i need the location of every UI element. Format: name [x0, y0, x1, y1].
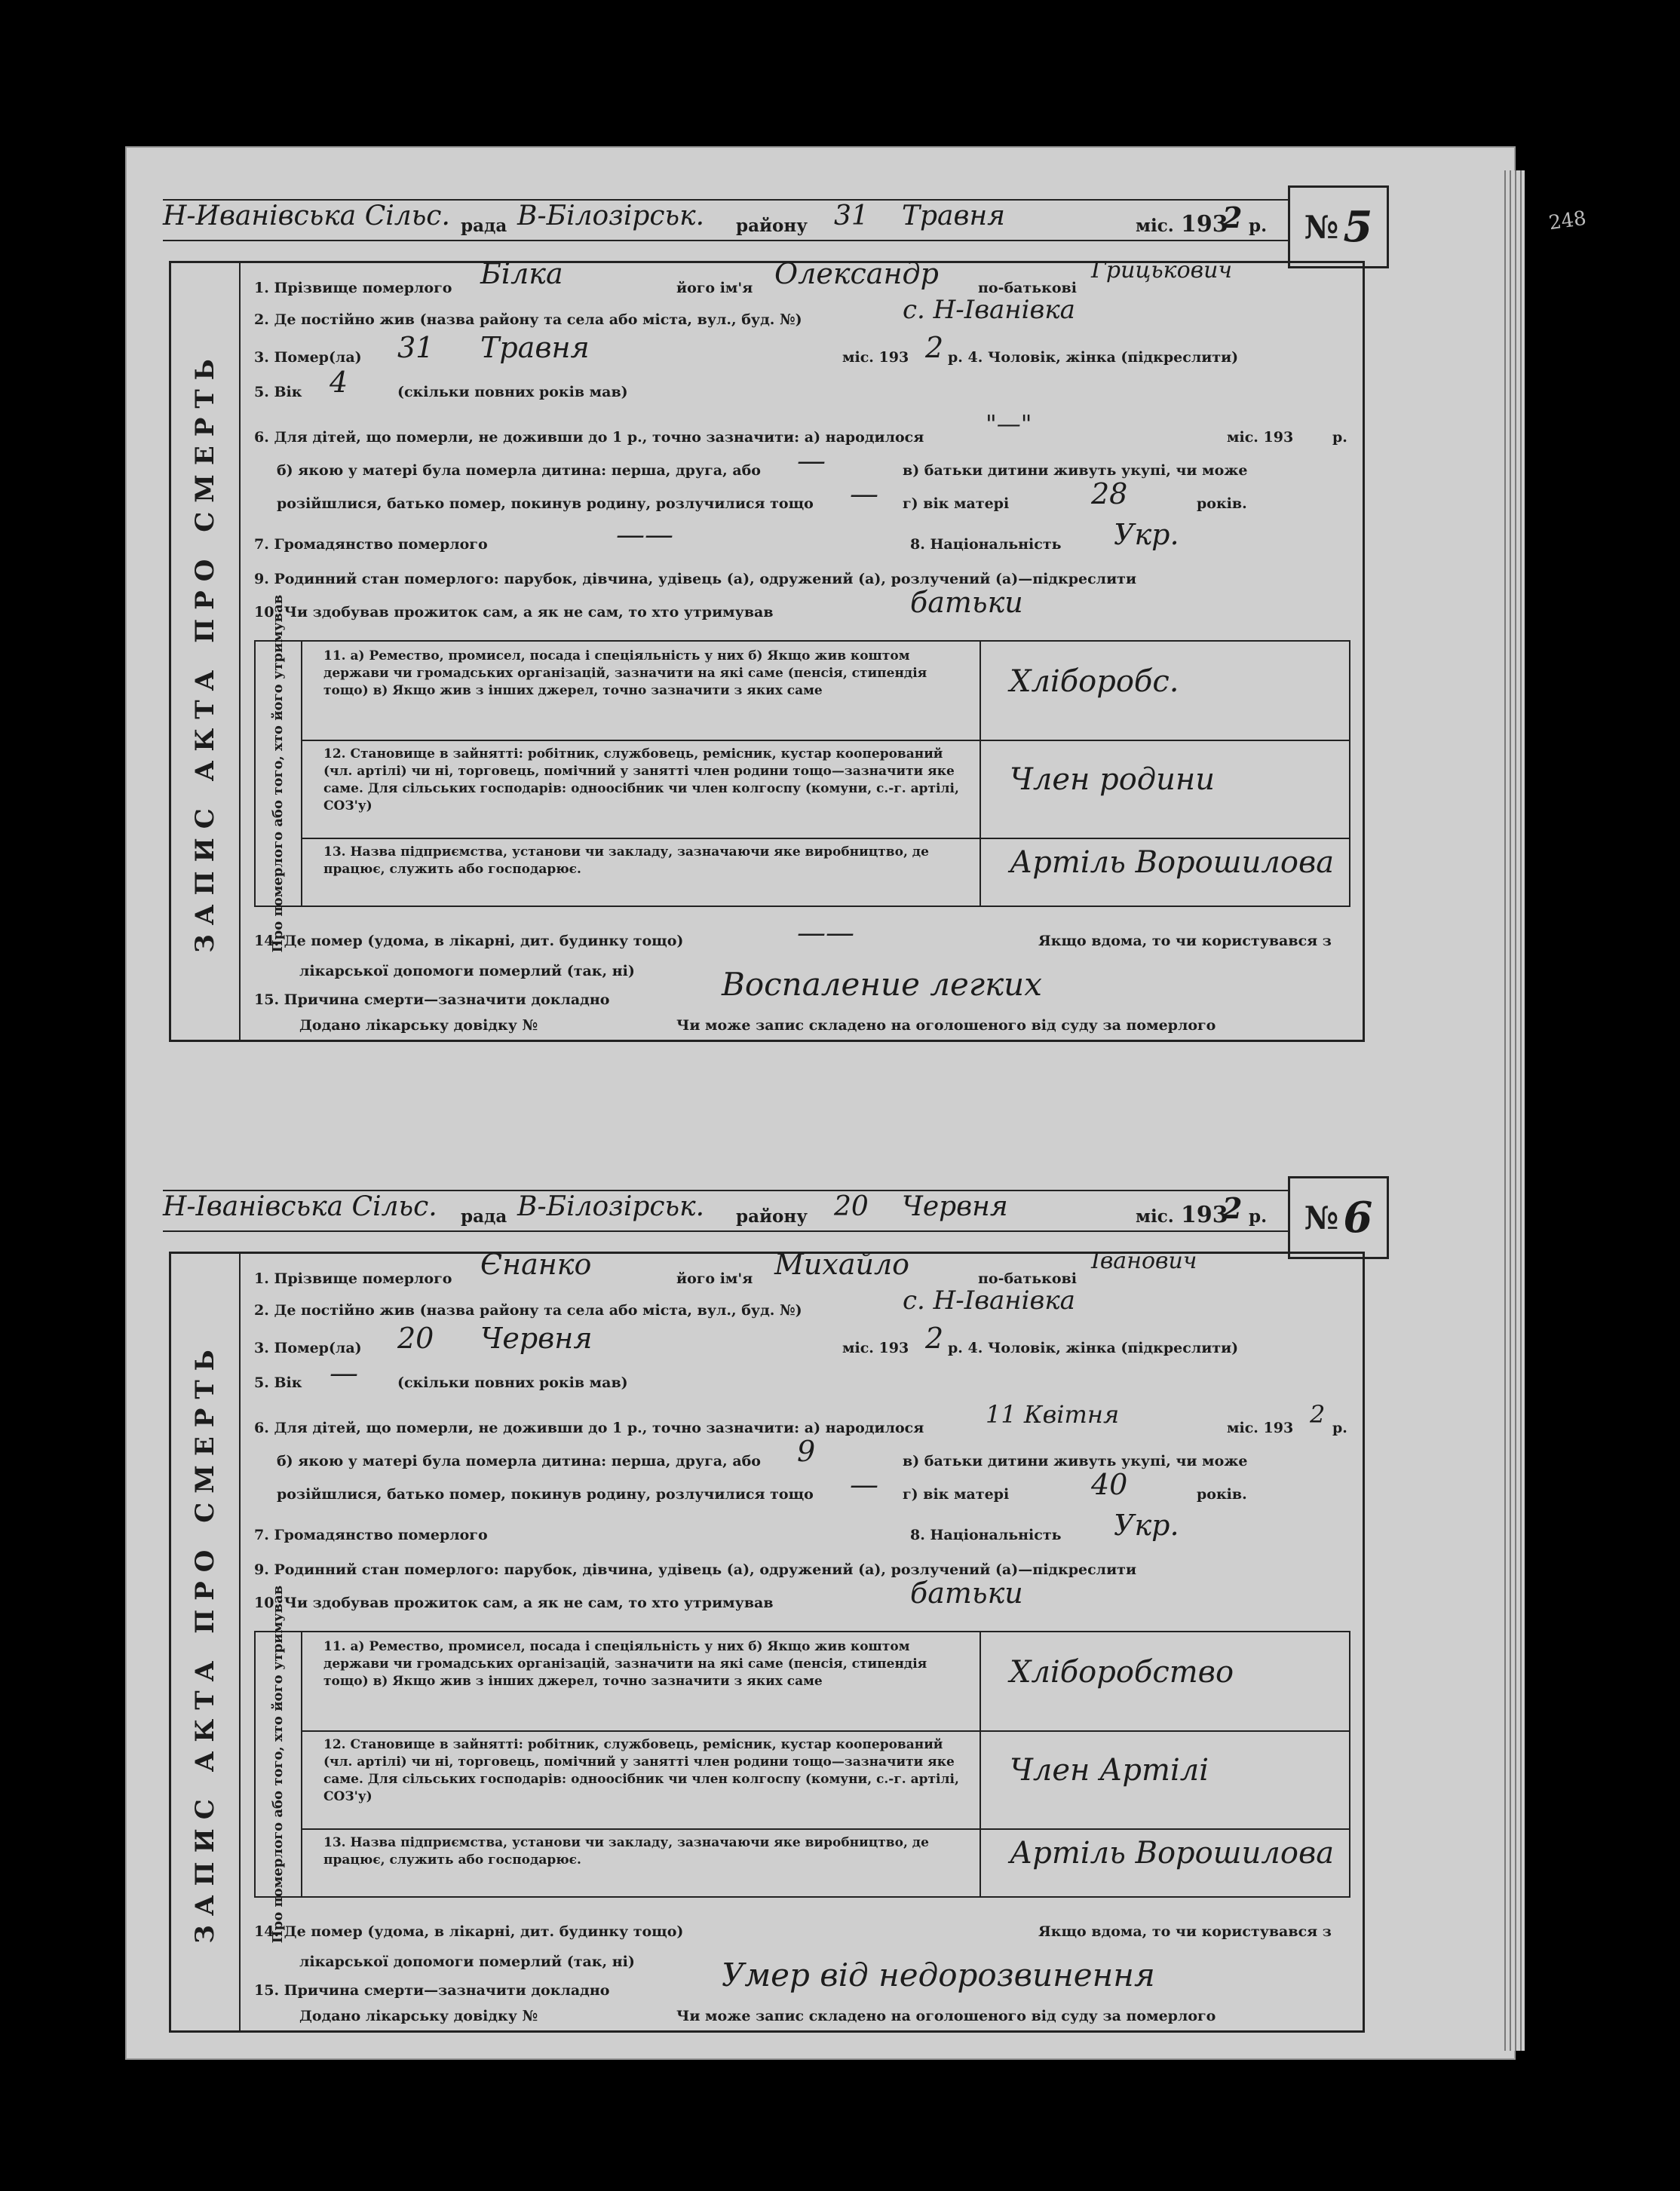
name-value: Михайло — [774, 1248, 910, 1281]
field-6-years-label: років. — [1197, 1486, 1247, 1503]
field-1-patronymic-label: по-батькові — [978, 280, 1077, 296]
court-label: Чи може запис складено на оголошеного від суду за померлого — [676, 1017, 1216, 1034]
field-6b-label: б) якою у матері була померла дитина: перша, друга, або — [277, 462, 761, 479]
surname-value: Єнанко — [480, 1248, 592, 1281]
field-8-label: 8. Національність — [910, 536, 1062, 553]
divider — [979, 642, 981, 740]
record-month: Червня — [902, 1191, 1008, 1222]
death-record-card — [127, 148, 1514, 1053]
occupation-side — [256, 1585, 302, 1944]
birth-order-value: — — [797, 444, 826, 477]
birth-order-value: 9 — [797, 1435, 816, 1468]
workplace-value: Артіль Ворошилова — [1010, 1836, 1335, 1871]
record-month: Травня — [902, 201, 1006, 231]
village-council: Н-Иванівська Сільс. — [163, 201, 450, 231]
death-year-suffix: 2 — [925, 1322, 944, 1355]
record-day: 31 — [834, 201, 869, 231]
archive-page-number: 248 — [1547, 207, 1588, 235]
label-rada: рада — [461, 216, 507, 236]
field-13-label: 13. Назва підприємства, установи чи закладу, зазначаючи яке виробництво, де працює, служить або господарює. — [323, 844, 929, 877]
cause-value: Умер від недорозвинення — [722, 1957, 1155, 1993]
death-day-value: 31 — [397, 331, 434, 364]
occupation-side-label: Про померлого або того, хто його утримував — [270, 1585, 286, 1944]
label-raion: району — [736, 1206, 808, 1227]
occupation-side-label: Про померлого або того, хто його утримував — [270, 594, 286, 953]
field-11-row — [301, 642, 1349, 741]
label-raion: району — [736, 216, 808, 236]
status-value: Член родини — [1010, 762, 1216, 797]
field-10-label: 10. Чи здобував прожиток сам, а як не сам, то хто утримував — [254, 1595, 774, 1611]
label-num: № — [1304, 1199, 1339, 1236]
divider — [979, 838, 981, 906]
field-12-label: 12. Становище в зайнятті: робітник, службовець, ремісник, кустар кооперований (чл. артілі) чи ні, торговець, помічний у занятті член родини тощо—зазначити яке саме. Для сільських господарів: одноосібник чи член колгоспу (комуни, с.-г. артілі, СОЗ'у) — [323, 1737, 959, 1804]
occupation-value: Хліборобство — [1010, 1655, 1234, 1690]
record-day: 20 — [834, 1191, 869, 1222]
field-12-row — [301, 1730, 1349, 1830]
raion-name: В-Білозірськ. — [517, 201, 705, 231]
field-4-label: р. 4. Чоловік, жінка (підкреслити) — [948, 1340, 1239, 1356]
field-2-label: 2. Де постійно жив (назва району та села або міста, вул., буд. №) — [254, 311, 802, 328]
record-number-box — [1288, 1176, 1389, 1259]
field-2-label: 2. Де постійно жив (назва району та села або міста, вул., буд. №) — [254, 1302, 802, 1319]
residence-value: с. Н-Іванівка — [903, 1285, 1075, 1316]
field-15-label: 15. Причина смерти—зазначити докладно — [254, 1982, 610, 1999]
field-14-help-label: лікарської допомоги померлий (так, ні) — [299, 1954, 635, 1970]
field-5-label: 5. Вік — [254, 384, 302, 400]
field-6v-label: в) батьки дитини живуть укупі, чи може — [903, 462, 1248, 479]
record-year-suffix: 2 — [1222, 1191, 1243, 1225]
field-6-parents-label: розійшлися, батько помер, покинув родину, розлучилися тощо — [277, 1486, 814, 1503]
record-year-suffix: 2 — [1222, 201, 1243, 234]
field-6-year-r: р. — [1332, 1420, 1347, 1436]
mother-age-value: 40 — [1091, 1468, 1128, 1501]
divider — [979, 1632, 981, 1730]
field-1-patronymic-label: по-батькові — [978, 1270, 1077, 1287]
field-9-label: 9. Родинний стан померлого: парубок, дівчина, удівець (а), одружений (а), розлучений (а)—підкреслити — [254, 1561, 1137, 1578]
certificate-label: Додано лікарську довідку № — [299, 2008, 538, 2024]
field-5-hint: (скільки повних років мав) — [397, 384, 628, 400]
field-7-label: 7. Громадянство померлого — [254, 1527, 488, 1543]
divider — [979, 1828, 981, 1896]
certificate-label: Додано лікарську довідку № — [299, 1017, 538, 1034]
field-7-label: 7. Громадянство померлого — [254, 536, 488, 553]
label-mis: міс. — [1136, 216, 1174, 236]
field-6-year-label: міс. 193 — [1227, 1420, 1294, 1436]
nationality-value: Укр. — [1114, 518, 1179, 551]
surname-value: Білка — [480, 257, 563, 290]
age-value: — — [330, 1356, 358, 1390]
field-12-label: 12. Становище в зайнятті: робітник, службовець, ремісник, кустар кооперований (чл. артілі) чи ні, торговець, помічний у занятті член родини тощо—зазначити яке саме. Для сільських господарів: одноосібник чи член колгоспу (комуни, с.-г. артілі, СОЗ'у) — [323, 746, 959, 814]
age-value: 4 — [330, 366, 348, 399]
mother-age-value: 28 — [1091, 477, 1128, 510]
label-rada: рада — [461, 1206, 507, 1227]
label-r: р. — [1249, 1206, 1268, 1227]
court-label: Чи може запис складено на оголошеного від суду за померлого — [676, 2008, 1216, 2024]
nationality-value: Укр. — [1114, 1509, 1179, 1542]
field-14-label: 14. Де помер (удома, в лікарні, дит. будинку тощо) — [254, 933, 684, 949]
field-6v-label: в) батьки дитини живуть укупі, чи може — [903, 1453, 1248, 1469]
supported-by-value: батьки — [910, 1577, 1023, 1610]
record-number-box — [1288, 185, 1389, 268]
patronymic-value: Іванович — [1091, 1248, 1197, 1274]
field-1-name-label: його ім'я — [676, 1270, 753, 1287]
record-form — [169, 1248, 1365, 2033]
death-day-value: 20 — [397, 1322, 434, 1355]
side-title: ЗАПИС АКТА ПРО СМЕРТЬ — [190, 1341, 220, 1944]
occupation-side — [256, 594, 302, 953]
field-1-label: 1. Прізвище померлого — [254, 280, 452, 296]
place-of-death-value: —— — [797, 916, 854, 949]
divider — [979, 740, 981, 838]
label-r: р. — [1249, 216, 1268, 236]
parents-value: — — [850, 1468, 878, 1501]
occupation-value: Хліборобс. — [1010, 664, 1179, 699]
born-value: "—" — [986, 409, 1032, 438]
field-9-label: 9. Родинний стан померлого: парубок, дівчина, удівець (а), одружений (а), розлучений (а)—підкреслити — [254, 571, 1137, 587]
field-3-year-label: міс. 193 — [842, 349, 909, 366]
name-value: Олександр — [774, 257, 939, 290]
label-mis: міс. — [1136, 1206, 1174, 1227]
field-15-label: 15. Причина смерти—зазначити докладно — [254, 991, 610, 1008]
cause-value: Воспаление легких — [722, 966, 1042, 1003]
record-year-prefix: 193 — [1181, 211, 1228, 237]
side-title-box — [171, 1254, 241, 2030]
death-month-value: Червня — [480, 1322, 593, 1355]
record-number: 5 — [1343, 202, 1373, 252]
record-form — [169, 257, 1365, 1042]
field-12-row — [301, 740, 1349, 839]
field-14-home-label: Якщо вдома, то чи користувався з — [1038, 1923, 1332, 1940]
field-13-row — [301, 838, 1349, 906]
born-value: 11 Квітня — [986, 1400, 1120, 1429]
supported-by-value: батьки — [910, 586, 1023, 619]
field-3-label: 3. Помер(ла) — [254, 349, 362, 366]
field-11-row — [301, 1632, 1349, 1732]
field-5-label: 5. Вік — [254, 1374, 302, 1391]
field-4-label: р. 4. Чоловік, жінка (підкреслити) — [948, 349, 1239, 366]
field-11-label: 11. а) Ремество, промисел, посада і спеціяльність у них б) Якщо жив коштом держави чи громадських організацій, зазначити на які саме (пенсія, стипендія тощо) в) Якщо жив з інших джерел, точно зазначити з яких саме — [323, 1639, 927, 1689]
field-3-year-label: міс. 193 — [842, 1340, 909, 1356]
patronymic-value: Грицькович — [1091, 257, 1233, 283]
field-13-row — [301, 1828, 1349, 1896]
record-year-prefix: 193 — [1181, 1202, 1228, 1228]
status-value: Член Артілі — [1010, 1753, 1209, 1788]
field-1-name-label: його ім'я — [676, 280, 753, 296]
field-6-label: 6. Для дітей, що померли, не доживши до 1 р., точно зазначити: а) народилося — [254, 1420, 924, 1436]
field-14-home-label: Якщо вдома, то чи користувався з — [1038, 933, 1332, 949]
side-title: ЗАПИС АКТА ПРО СМЕРТЬ — [190, 350, 220, 953]
record-number: 6 — [1343, 1193, 1373, 1243]
death-month-value: Травня — [480, 331, 590, 364]
field-14-help-label: лікарської допомоги померлий (так, ні) — [299, 963, 635, 979]
record-header — [163, 1190, 1324, 1232]
side-title-box — [171, 263, 241, 1040]
field-6b-label: б) якою у матері була померла дитина: перша, друга, або — [277, 1453, 761, 1469]
field-8-label: 8. Національність — [910, 1527, 1062, 1543]
raion-name: В-Білозірськ. — [517, 1191, 705, 1222]
field-11-label: 11. а) Ремество, промисел, посада і спеціяльність у них б) Якщо жив коштом держави чи громадських організацій, зазначити на які саме (пенсія, стипендія тощо) в) Якщо жив з інших джерел, точно зазначити з яких саме — [323, 648, 927, 698]
parents-value: — — [850, 477, 878, 510]
divider — [979, 1730, 981, 1828]
field-1-label: 1. Прізвище померлого — [254, 1270, 452, 1287]
field-14-label: 14. Де помер (удома, в лікарні, дит. будинку тощо) — [254, 1923, 684, 1940]
field-6-parents-label: розійшлися, батько помер, покинув родину, розлучилися тощо — [277, 495, 814, 512]
workplace-value: Артіль Ворошилова — [1010, 845, 1335, 880]
field-5-hint: (скільки повних років мав) — [397, 1374, 628, 1391]
field-6-years-label: років. — [1197, 495, 1247, 512]
village-council: Н-Іванівська Сільс. — [163, 1191, 437, 1222]
field-10-label: 10. Чи здобував прожиток сам, а як не сам, то хто утримував — [254, 604, 774, 621]
record-header — [163, 199, 1324, 241]
field-6-year-r: р. — [1332, 429, 1347, 446]
field-6g-label: г) вік матері — [903, 495, 1010, 512]
residence-value: с. Н-Іванівка — [903, 295, 1075, 325]
citizenship-value: —— — [616, 518, 673, 551]
death-record-card — [127, 1138, 1514, 2043]
field-13-label: 13. Назва підприємства, установи чи закладу, зазначаючи яке виробництво, де працює, служить або господарює. — [323, 1835, 929, 1868]
death-year-suffix: 2 — [925, 331, 944, 364]
field-6g-label: г) вік матері — [903, 1486, 1010, 1503]
field-6-year-label: міс. 193 — [1227, 429, 1294, 446]
field-3-label: 3. Помер(ла) — [254, 1340, 362, 1356]
label-num: № — [1304, 208, 1339, 246]
field-6-label: 6. Для дітей, що померли, не доживши до 1 р., точно зазначити: а) народилося — [254, 429, 924, 446]
born-year-suffix: 2 — [1310, 1400, 1326, 1429]
